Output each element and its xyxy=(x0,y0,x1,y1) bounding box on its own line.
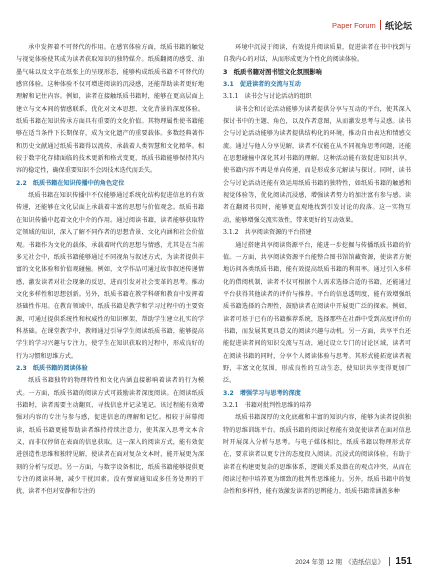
subsection-heading: 3.1.1 读书会与讨论活动的组织 xyxy=(223,93,312,101)
footer-issue-label: 2024 年第 12 期 《造纸信息》 xyxy=(295,559,385,566)
section-heading: 3.2 增强学习与思考的深度 xyxy=(223,389,301,397)
body-paragraph: 通过搭建共享阅读资源平台，能进一步挖掘与传播纸质书籍的价值。一方面，共享阅读资源平台能整合图书馆馆藏资源，使读者方便地访问各类纸质书籍，能有效提高纸质书籍的利用率。通过引入多样化的借阅机制，读者不仅可根据个人需求选择合适的书籍，还能通过平台获得其他读者的评价与推荐。平台的信息透明度，能有效增强纸质书籍选择的合理性，鼓励读者在阅读中开展更广泛的探索。例如，读者可基于已有的书籍推荐系统，选择那些在社群中受到高度评价的书籍，而发展其更具意义的阅读兴趣与动机。另一方面，共享平台还能促进读者间的知识交流与互动，通过设立专门的讨论区域，读者可在阅读书籍的同时，分享个人阅读体验与思考。其形式能拓宽读者视野，丰富文化氛围，形成良性的互动生态，使知识共享变得更加广泛。 xyxy=(223,241,411,385)
left-text-column xyxy=(16,42,204,499)
chapter-heading: 3 纸质书籍对图书馆文化氛围影响 xyxy=(223,68,322,76)
body-paragraph: 纸质书籍在知识传播中不仅能够通过系统化结构促进信息的有效传递，还能够在文化层面上承载着丰富的思想与价值观念。纸质书籍在知识传播中起着文化中介的作用。通过阅读书籍，读者能够获取特定领域的知识，深入了解不同作者的思想背景、文化内涵和社会价值观。书籍作为文化的载体，承载着时代的思想与情感，尤其是在当前多元社会中，纸质书籍能够通过不同视角与叙述方式，为读者提供丰富的文化体验和价值观碰撞。例如，文学作品可通过故事叙述传递情感，激发读者对社会现象的反思，进而引发对社会变革的思考。推动文化多样性和思想创新。另外，纸质书籍在教学科研和教育中发挥着基础性作用。在教育领域中，纸质书籍是教学和学习过程中的主要资源，可通过提供系统性和权威性的知识框架，帮助学生建立扎实的学科基础。在课堂教学中，教师通过引导学生阅读纸质书籍，能够提高学生的学习兴趣与专注力，使学生在知识获取的过程中，形成良好的行为习惯和思维方式。 xyxy=(16,192,204,360)
right-text-column xyxy=(223,42,411,499)
subsection-heading: 3.1.2 共享阅读资源的平台搭建 xyxy=(223,229,312,237)
page-footer xyxy=(295,556,412,567)
body-paragraph: 环境中沉浸于阅读，有效提升阅读质量，促进读者在书中找到与自我内心的对话，从而形成更为个性化的阅读体验。 xyxy=(223,44,411,64)
header-section-label: Paper Forum xyxy=(332,20,376,30)
header-divider xyxy=(380,20,381,30)
body-paragraph: 读书会和讨论活动能够为读者提供分享与互动的平台，使其深入探讨书中的主题、角色，以及作者意图，从而激发思考与灵感。读书会与讨论活动能够为读者提供结构化的环境，推动自由表达和情感交流。通过与他人分享见解，读者不仅能在从不同视角思考问题，还能在思想碰撞中深化其对书籍的理解。这种活动能有效促进知识共享，使书籍内容不再是单向传递，而是形成多元解读与探讨。同时，读书会与讨论活动还能有效运用纸质书籍的独特性，如纸质书籍的触感和视觉体验等，优化阅读沉浸感，增强读者努力的加注富有参与感。读者在翻阅书页时，能够更直观地找到引发讨论的段落。这一实物互动，能够增强交流实效性，带来更好的互动效果。 xyxy=(223,105,411,224)
header-column-name: 纸论坛 xyxy=(384,21,412,32)
running-header xyxy=(332,18,412,32)
section-heading: 2.3 纸质书籍的阅读体验 xyxy=(16,364,88,372)
body-paragraph: 承中发挥着不可替代的作用。在感官体验方面，纸质书籍的触觉与视觉体验使其成为读者获取知识的独特媒介。纸质翻阅的感受、油墨气味以及文字在纸张上的呈现形态，能够构成纸质书籍不可替代的感官体验。这种体验不仅可增进阅读的沉浸感，还能帮助读者更好地理解和记住内容。例如，读者在接触纸质书籍时，能够在更高层面上建立与文本间的情感联系，优化对文本思想、文化背景的深度体验。纸质书籍在知识传承方面具有重要的文化价值。其物理属性使书籍能够在适当条件下长期保存，成为文化遗产的重要载体。多数经典著作和历史文献通过纸质书籍得以流传，承载着人类智慧和文化精华。相较于数字化存储面临的技术更新和格式变更，纸质书籍能够保持其内容的稳定性，确保重要知识不会因技术迭代而丢失。 xyxy=(16,44,204,175)
section-heading: 3.1 促进读者的交流与互动 xyxy=(223,81,301,89)
footer-divider xyxy=(389,557,390,566)
body-paragraph: 纸质书籍深厚的文化底蕴和丰富的知识内容，能够为读者提供独特的思维训练平台。纸质书籍的阅读过程能有效促使读者在面对信息时开展深入分析与思考。与电子媒体相比，纸质书籍以物理形式存在，要求读者以更专注的态度投入阅读。沉浸式的阅读体验，有助于读者在构建更复杂的思维体系，逻辑关系及潜在的观点冲突，从而在阅读过程中培养更为细致的批判性思维能力。另外，纸质书籍中的复杂性和多样性，能有效激发读者的思辨能力。纸质书籍常涵盖多种 xyxy=(223,414,411,496)
section-heading: 2.2 纸质书籍在知识传播中的角色定位 xyxy=(16,179,125,187)
page-number: 151 xyxy=(395,556,412,567)
subsection-heading: 3.2.1 书籍对批判性思维的培养 xyxy=(223,401,312,409)
body-paragraph: 纸质书籍独特的物理特性和文化内涵直接影响着读者的行为模式。一方面，纸质书籍的阅读方式可鼓励读者深度阅读。在阅读纸质书籍时，读者需要主动翻页、寻找信息并记录笔记。该过程能有效增强对内容的专注与参与感，促进信息的理解和记忆。相较于屏幕阅读，纸质书籍更能帮助读者维持持续注意力，使其深入思考文本含义，而非仅停留在表面的信息获取。这一深入的阅读方式，能有效促进创造性思维和独特见解，使读者在面对复杂文本时，能开展更为深刻的分析与反思。另一方面，与数字设备相比，纸质书籍能够提供更专注的阅读环境，减少干扰因素。没有弹窗通知或多任务处理的干扰，读者不但对安静和专注的 xyxy=(16,377,204,496)
